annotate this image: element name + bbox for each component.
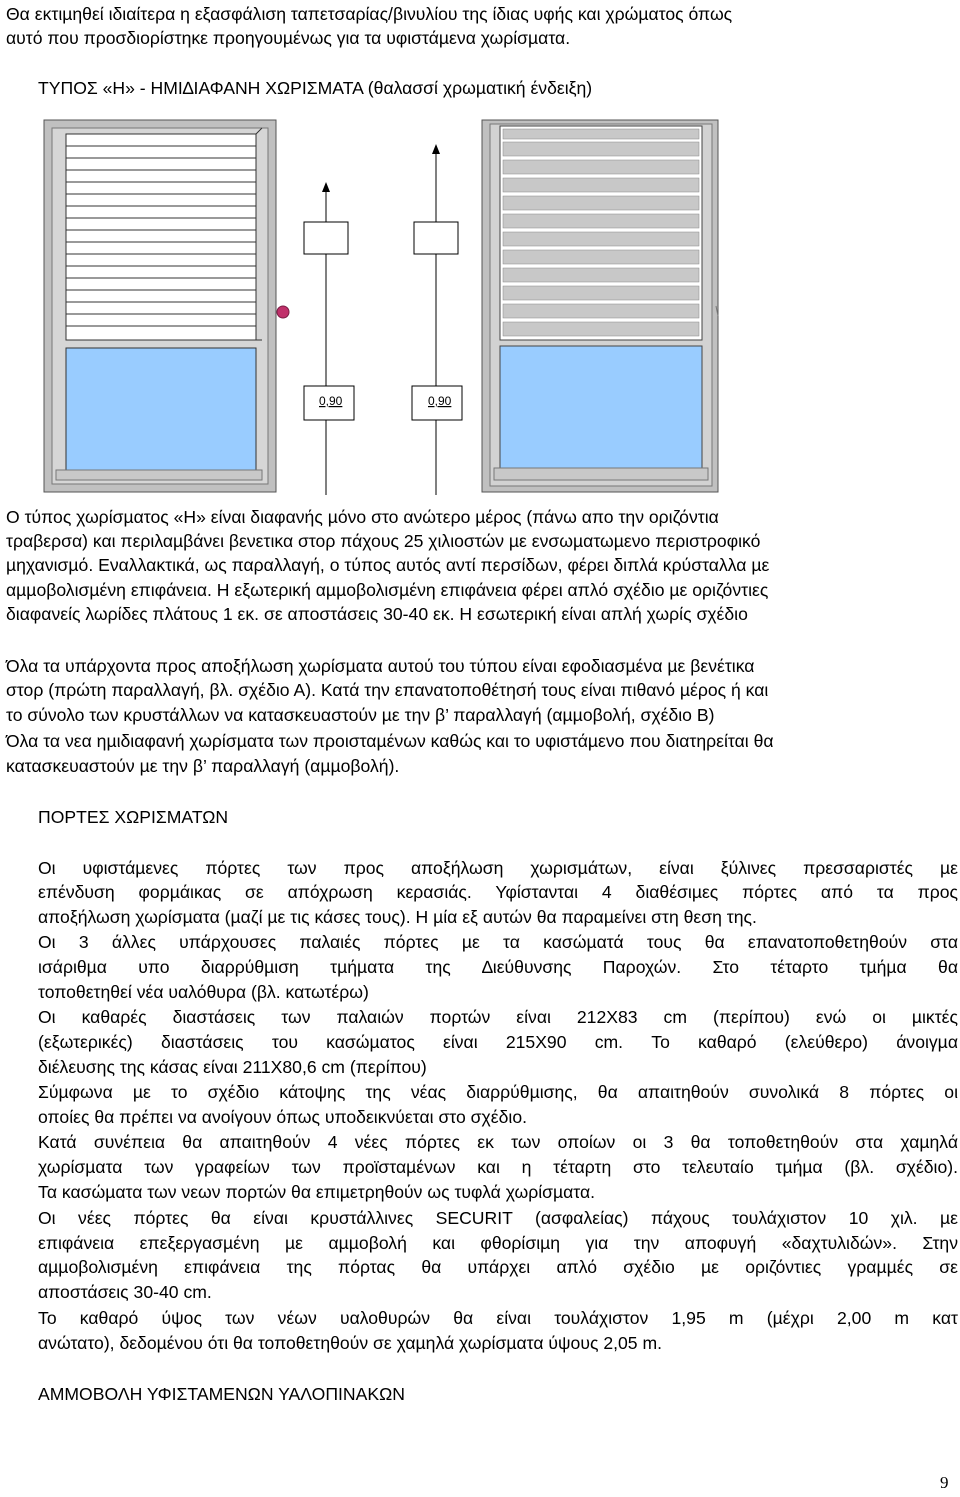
- existing-line-1: Όλα τα υπάρχοντα προς αποξήλωση χωρίσµατα αυτού του τύπου είναι εφοδιασµένα µε βενέτικα: [6, 656, 755, 676]
- glass-lower-right: [500, 346, 702, 468]
- dimension-right: [412, 144, 462, 495]
- dimension-left-label: 0,90: [319, 394, 343, 408]
- partition-figure: [0, 110, 960, 495]
- doors-line-20: ανώτατο), δεδοµένου ότι θα τοποθετηθούν σε χαµηλά χωρίσµατα ύψους 2,05 m.: [38, 1333, 663, 1353]
- existing-line-5: κατασκευαστούν µε την β’ παραλλαγή (αµµοβολή).: [6, 756, 400, 776]
- doors-line-2: επένδυση φορµάικας σε απόχρωση κερασιάς. Υφίστανται 4 διαθέσιµες πόρτες από τα προς: [38, 882, 958, 902]
- sandblast-panel: [482, 120, 718, 492]
- desc-line-5: διαφανείς λωρίδες πλάτους 1 εκ. σε αποστάσεις 30-40 εκ. Η εσωτερική είναι απλή χωρίς σχέδιο: [6, 604, 748, 624]
- dimension-right-label: 0,90: [428, 394, 452, 408]
- doors-line-11: οποίες θα πρέπει να ανοίγουν όπως υποδεικνύεται στο σχέδιο.: [38, 1107, 527, 1127]
- intro-line-2: αυτό που προσδιορίστηκε προηγουµένως για τα υφιστάµενα χωρίσµατα.: [6, 28, 571, 48]
- page-number: 9: [940, 1473, 949, 1492]
- dimension-left: [304, 182, 354, 495]
- doors-line-10: Σύµφωνα µε το σχέδιο κάτοψης της νέας διαρρύθµισης, θα απαιτηθούν συνολικά 8 πόρτες οι: [38, 1082, 958, 1102]
- existing-line-4: Όλα τα νεα ηµιδιαφανή χωρίσµατα των προισταµένων καθώς και το υφιστάµενο που διατηρείται θα: [6, 731, 774, 751]
- blind-panel: [44, 120, 276, 492]
- doors-line-4: Οι 3 άλλες υπάρχουσες παλαιές πόρτες µε τα κασώµατά τους θα επανατοποθετηθούν στα: [38, 932, 958, 952]
- doors-line-9: διέλευσης της κάσας είναι 211Χ80,6 cm (περίπου): [38, 1057, 427, 1077]
- doors-line-17: αµµοβολισµένη επιφάνεια της πόρτας θα υπάρχει απλό σχέδιο µε οριζόντιες γραµµές σε: [38, 1257, 958, 1277]
- desc-line-4: αµµοβολισµένη επιφάνεια. Η εξωτερική αµµοβολισµένη επιφάνεια φέρει απλό σχέδιο µε οριζόντιες: [6, 580, 769, 600]
- doors-line-16: επιφάνεια επεξεργασµένη µε αµµοβολή και φθορίσιµη για την αποφυγή «δαχτυλιδών». Στην: [38, 1233, 958, 1253]
- doors-title: ΠΟΡΤΕΣ ΧΩΡΙΣΜΑΤΩΝ: [38, 807, 229, 827]
- doors-line-1: Οι υφιστάµενες πόρτες των προς αποξήλωση χωρισµάτων, είναι ξύλινες πρεσσαριστές µε: [38, 858, 958, 878]
- doors-line-18: αποστάσεις 30-40 cm.: [38, 1282, 212, 1302]
- venetian-blind: [66, 128, 262, 340]
- doors-line-5: ισάριθµα υπο διαρρύθµιση τµήµατα της ∆ιεύθυνσης Παροχών. Στο τέταρτο τµήµα θα: [38, 957, 958, 977]
- doors-line-3: αποξήλωση χωρίσµατα (µαζί µε τις κάσες τους). Η µία εξ αυτών θα παραµείνει στη θεση της.: [38, 907, 757, 927]
- doors-line-6: τοποθετηθεί νέα υαλόθυρα (βλ. κατωτέρω): [38, 982, 369, 1002]
- desc-line-2: τραβερσα) και περιλαµβάνει βενετικα στορ πάχους 25 χιλιοστών µε ενσωµατωµενο περιστροφικό: [6, 531, 761, 551]
- existing-line-2: στορ (πρώτη παραλλαγή, βλ. σχέδιο Α). Κατά την επανατοποθέτησή τους είναι πιθανό µέρος ή και: [6, 680, 769, 700]
- existing-line-3: το σύνολο των κρυστάλλων να κατασκευαστούν µε την β’ παραλλαγή (αµµοβολή, σχέδιο Β): [6, 705, 715, 725]
- intro-line-1: Θα εκτιµηθεί ιδιαίτερα η εξασφάλιση ταπετσαρίας/βινυλίου της ίδιας υφής και χρώµατος όπως: [6, 4, 733, 24]
- desc-line-1: Ο τύπος χωρίσµατος «Η» είναι διαφανής µόνο στο ανώτερο µέρος (πάνω απο την οριζόντια: [6, 507, 719, 527]
- doors-line-13: χωρίσµατα των γραφείων των προϊσταµένων και η τέταρτη στο τελευταίο τµήµα (βλ. σχέδιο).: [38, 1157, 958, 1177]
- doors-line-14: Τα κασώµατα των νεων πορτών θα επιµετρηθούν ως τυφλά χωρίσµατα.: [38, 1182, 596, 1202]
- doors-line-15: Οι νέες πόρτες θα είναι κρυστάλλινες SECURIT (ασφαλείας) πάχους τουλάχιστον 10 χιλ. µε: [38, 1208, 958, 1228]
- glass-lower-left: [66, 348, 256, 470]
- sandblast-title: ΑΜΜΟΒΟΛΗ ΥΦΙΣΤΑΜΕΝΩΝ ΥΑΛΟΠΙΝΑΚΩΝ: [38, 1384, 405, 1404]
- marker-dot: [277, 306, 289, 318]
- doors-line-12: Κατά συνέπεια θα απαιτηθούν 4 νέες πόρτες εκ των οποίων οι 3 θα τοποθετηθούν στα χαµηλά: [38, 1132, 958, 1152]
- doors-line-7: Οι καθαρές διαστάσεις των παλαιών πορτών είναι 212Χ83 cm (περίπου) ενώ οι µικτές: [38, 1007, 958, 1027]
- doors-line-19: Το καθαρό ύψος των νέων υαλοθυρών θα είναι τουλάχιστον 1,95 m (µέχρι 2,00 m κατ: [38, 1308, 958, 1328]
- desc-line-3: µηχανισµό. Εναλλακτικά, ως παραλλαγή, ο τύπος αυτός αντί περσίδων, φέρει διπλά κρύσταλλα µε: [6, 555, 770, 575]
- doors-line-8: (εξωτερικές) διαστάσεις του κασώµατος είναι 215Χ90 cm. Το καθαρό (ελεύθερο) άνοιγµα: [38, 1032, 958, 1052]
- type-h-title: ΤΥΠΟΣ «Η» - ΗΜΙ∆ΙΑΦΑΝΗ ΧΩΡΙΣΜΑΤΑ (θαλασσί χρωµατική ένδειξη): [38, 78, 593, 98]
